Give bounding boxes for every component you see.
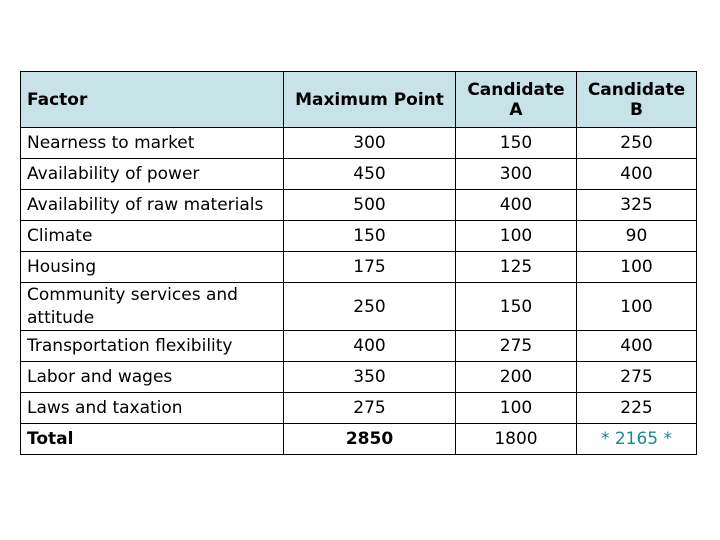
candidate-a-cell: 300 xyxy=(456,159,577,190)
factor-cell: Community services and attitude xyxy=(21,283,284,331)
factor-cell: Transportation flexibility xyxy=(21,331,284,362)
candidate-b-cell: 225 xyxy=(577,393,697,424)
header-candidate-a: Candidate A xyxy=(456,72,577,128)
factor-cell: Labor and wages xyxy=(21,362,284,393)
candidate-b-cell: 250 xyxy=(577,128,697,159)
table-body xyxy=(21,128,697,455)
total-candidate-a: 1800 xyxy=(456,424,577,455)
table-row xyxy=(21,331,697,362)
header-candidate-b: Candidate B xyxy=(577,72,697,128)
candidate-a-cell: 200 xyxy=(456,362,577,393)
table-row xyxy=(21,190,697,221)
candidate-b-cell: 400 xyxy=(577,159,697,190)
table-row xyxy=(21,221,697,252)
candidate-b-cell: 100 xyxy=(577,252,697,283)
header-factor: Factor xyxy=(21,72,284,128)
factor-cell: Housing xyxy=(21,252,284,283)
max-point-cell: 350 xyxy=(284,362,456,393)
factor-cell: Laws and taxation xyxy=(21,393,284,424)
candidate-b-cell: 275 xyxy=(577,362,697,393)
max-point-cell: 275 xyxy=(284,393,456,424)
candidate-b-cell: 90 xyxy=(577,221,697,252)
total-max-point: 2850 xyxy=(284,424,456,455)
table-row xyxy=(21,393,697,424)
factor-cell: Availability of power xyxy=(21,159,284,190)
table-row xyxy=(21,283,697,331)
candidate-a-cell: 100 xyxy=(456,393,577,424)
total-label: Total xyxy=(21,424,284,455)
total-candidate-b: * 2165 * xyxy=(577,424,697,455)
candidate-b-cell: 325 xyxy=(577,190,697,221)
max-point-cell: 250 xyxy=(284,283,456,331)
total-row xyxy=(21,424,697,455)
candidate-a-cell: 100 xyxy=(456,221,577,252)
table-row xyxy=(21,128,697,159)
max-point-cell: 150 xyxy=(284,221,456,252)
candidate-a-cell: 150 xyxy=(456,128,577,159)
factor-rating-table xyxy=(20,71,697,455)
table-row xyxy=(21,362,697,393)
table-row xyxy=(21,159,697,190)
max-point-cell: 400 xyxy=(284,331,456,362)
table-row xyxy=(21,252,697,283)
candidate-a-cell: 275 xyxy=(456,331,577,362)
max-point-cell: 175 xyxy=(284,252,456,283)
factor-cell: Availability of raw materials xyxy=(21,190,284,221)
candidate-a-cell: 400 xyxy=(456,190,577,221)
candidate-b-cell: 100 xyxy=(577,283,697,331)
candidate-b-cell: 400 xyxy=(577,331,697,362)
candidate-a-cell: 150 xyxy=(456,283,577,331)
factor-cell: Climate xyxy=(21,221,284,252)
max-point-cell: 500 xyxy=(284,190,456,221)
factor-cell: Nearness to market xyxy=(21,128,284,159)
candidate-a-cell: 125 xyxy=(456,252,577,283)
header-maximum-point: Maximum Point xyxy=(284,72,456,128)
max-point-cell: 300 xyxy=(284,128,456,159)
max-point-cell: 450 xyxy=(284,159,456,190)
table-header xyxy=(21,72,697,128)
